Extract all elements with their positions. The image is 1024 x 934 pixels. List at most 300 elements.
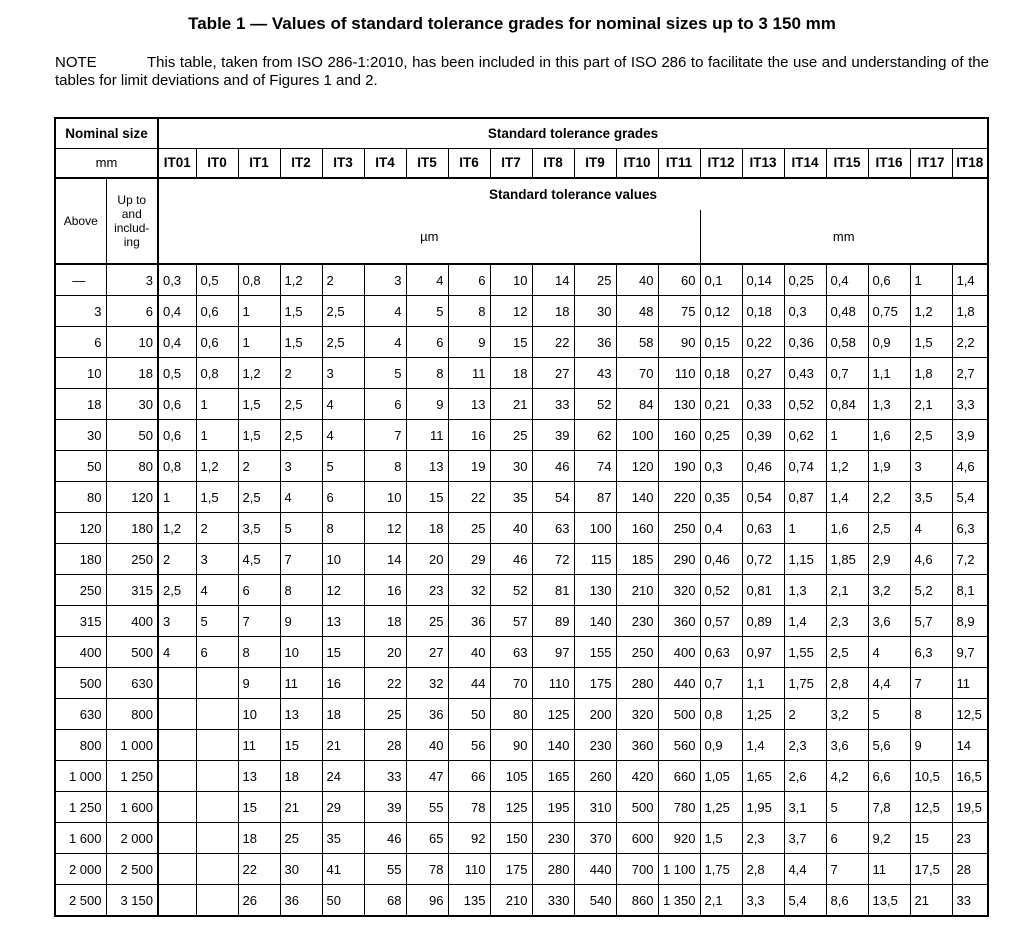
value-cell-it1: 11 bbox=[238, 730, 280, 761]
value-cell-it13: 0,89 bbox=[742, 606, 784, 637]
value-cell-it4: 4 bbox=[364, 327, 406, 358]
upto-cell: 1 250 bbox=[106, 761, 158, 792]
value-cell-it5: 55 bbox=[406, 792, 448, 823]
value-cell-it8: 14 bbox=[532, 264, 574, 296]
value-cell-it14: 2,3 bbox=[784, 730, 826, 761]
table-row bbox=[55, 699, 988, 730]
value-cell-it01: 0,6 bbox=[158, 420, 196, 451]
value-cell-it7: 125 bbox=[490, 792, 532, 823]
value-cell-it13: 0,33 bbox=[742, 389, 784, 420]
value-cell-it1: 9 bbox=[238, 668, 280, 699]
value-cell-it13: 0,81 bbox=[742, 575, 784, 606]
value-cell-it11: 560 bbox=[658, 730, 700, 761]
grade-header-it5: IT5 bbox=[406, 148, 448, 178]
value-cell-it16: 4,4 bbox=[868, 668, 910, 699]
value-cell-it4: 68 bbox=[364, 885, 406, 917]
value-cell-it10: 860 bbox=[616, 885, 658, 917]
value-cell-it8: 46 bbox=[532, 451, 574, 482]
grade-header-it16: IT16 bbox=[868, 148, 910, 178]
mm-unit-header: mm bbox=[700, 210, 988, 264]
value-cell-it2: 18 bbox=[280, 761, 322, 792]
value-cell-it6: 135 bbox=[448, 885, 490, 917]
value-cell-it12: 0,12 bbox=[700, 296, 742, 327]
value-cell-it12: 1,05 bbox=[700, 761, 742, 792]
value-cell-it10: 100 bbox=[616, 420, 658, 451]
value-cell-it9: 36 bbox=[574, 327, 616, 358]
value-cell-it13: 1,25 bbox=[742, 699, 784, 730]
value-cell-it2: 21 bbox=[280, 792, 322, 823]
above-cell: 2 000 bbox=[55, 854, 106, 885]
value-cell-it8: 72 bbox=[532, 544, 574, 575]
value-cell-it14: 0,43 bbox=[784, 358, 826, 389]
value-cell-it1: 26 bbox=[238, 885, 280, 917]
above-cell: 10 bbox=[55, 358, 106, 389]
value-cell-it17: 3 bbox=[910, 451, 952, 482]
value-cell-it10: 120 bbox=[616, 451, 658, 482]
value-cell-it18: 12,5 bbox=[952, 699, 988, 730]
grade-header-it0: IT0 bbox=[196, 148, 238, 178]
value-cell-it16: 4 bbox=[868, 637, 910, 668]
value-cell-it15: 0,48 bbox=[826, 296, 868, 327]
value-cell-it6: 44 bbox=[448, 668, 490, 699]
grade-header-it13: IT13 bbox=[742, 148, 784, 178]
value-cell-it9: 155 bbox=[574, 637, 616, 668]
value-cell-it3: 5 bbox=[322, 451, 364, 482]
value-cell-it13: 2,8 bbox=[742, 854, 784, 885]
value-cell-it4: 33 bbox=[364, 761, 406, 792]
above-cell: 120 bbox=[55, 513, 106, 544]
above-cell: 3 bbox=[55, 296, 106, 327]
value-cell-it11: 360 bbox=[658, 606, 700, 637]
value-cell-it15: 0,58 bbox=[826, 327, 868, 358]
value-cell-it12: 1,75 bbox=[700, 854, 742, 885]
value-cell-it01: 0,4 bbox=[158, 296, 196, 327]
value-cell-it16: 3,2 bbox=[868, 575, 910, 606]
value-cell-it13: 0,97 bbox=[742, 637, 784, 668]
value-cell-it17: 1,5 bbox=[910, 327, 952, 358]
value-cell-it17: 7 bbox=[910, 668, 952, 699]
value-cell-it5: 23 bbox=[406, 575, 448, 606]
value-cell-it12: 0,52 bbox=[700, 575, 742, 606]
value-cell-it11: 920 bbox=[658, 823, 700, 854]
value-cell-it11: 400 bbox=[658, 637, 700, 668]
grade-header-it15: IT15 bbox=[826, 148, 868, 178]
value-cell-it3: 8 bbox=[322, 513, 364, 544]
value-cell-it3: 16 bbox=[322, 668, 364, 699]
value-cell-it10: 420 bbox=[616, 761, 658, 792]
value-cell-it6: 50 bbox=[448, 699, 490, 730]
value-cell-it12: 0,21 bbox=[700, 389, 742, 420]
value-cell-it3: 50 bbox=[322, 885, 364, 917]
value-cell-it0: 1 bbox=[196, 389, 238, 420]
value-cell-it12: 1,25 bbox=[700, 792, 742, 823]
value-cell-it1: 3,5 bbox=[238, 513, 280, 544]
value-cell-it7: 52 bbox=[490, 575, 532, 606]
value-cell-it11: 780 bbox=[658, 792, 700, 823]
value-cell-it4: 28 bbox=[364, 730, 406, 761]
value-cell-it2: 11 bbox=[280, 668, 322, 699]
value-cell-it9: 440 bbox=[574, 854, 616, 885]
grade-header-it18: IT18 bbox=[952, 148, 988, 178]
value-cell-it7: 10 bbox=[490, 264, 532, 296]
table-row bbox=[55, 792, 988, 823]
value-cell-it14: 0,87 bbox=[784, 482, 826, 513]
value-cell-it14: 3,1 bbox=[784, 792, 826, 823]
value-cell-it0: 0,6 bbox=[196, 296, 238, 327]
value-cell-it4: 7 bbox=[364, 420, 406, 451]
value-cell-it8: 18 bbox=[532, 296, 574, 327]
value-cell-it15: 2,8 bbox=[826, 668, 868, 699]
value-cell-it2: 1,5 bbox=[280, 327, 322, 358]
value-cell-it11: 440 bbox=[658, 668, 700, 699]
above-cell: 1 250 bbox=[55, 792, 106, 823]
value-cell-it11: 75 bbox=[658, 296, 700, 327]
value-cell-it0 bbox=[196, 854, 238, 885]
value-cell-it5: 25 bbox=[406, 606, 448, 637]
value-cell-it5: 96 bbox=[406, 885, 448, 917]
value-cell-it0: 3 bbox=[196, 544, 238, 575]
value-cell-it1: 13 bbox=[238, 761, 280, 792]
value-cell-it2: 10 bbox=[280, 637, 322, 668]
up-to-header: Up to and includ- ing bbox=[106, 178, 158, 264]
value-cell-it14: 0,74 bbox=[784, 451, 826, 482]
value-cell-it6: 36 bbox=[448, 606, 490, 637]
value-cell-it12: 0,63 bbox=[700, 637, 742, 668]
value-cell-it0: 1,5 bbox=[196, 482, 238, 513]
value-cell-it17: 4 bbox=[910, 513, 952, 544]
value-cell-it8: 63 bbox=[532, 513, 574, 544]
upto-cell: 2 000 bbox=[106, 823, 158, 854]
value-cell-it01: 1 bbox=[158, 482, 196, 513]
value-cell-it15: 0,4 bbox=[826, 264, 868, 296]
grade-header-it9: IT9 bbox=[574, 148, 616, 178]
value-cell-it14: 5,4 bbox=[784, 885, 826, 917]
value-cell-it5: 8 bbox=[406, 358, 448, 389]
above-cell: 6 bbox=[55, 327, 106, 358]
value-cell-it7: 35 bbox=[490, 482, 532, 513]
upto-cell: 30 bbox=[106, 389, 158, 420]
value-cell-it1: 7 bbox=[238, 606, 280, 637]
value-cell-it5: 32 bbox=[406, 668, 448, 699]
value-cell-it01 bbox=[158, 761, 196, 792]
value-cell-it7: 90 bbox=[490, 730, 532, 761]
table-row bbox=[55, 637, 988, 668]
value-cell-it13: 1,95 bbox=[742, 792, 784, 823]
value-cell-it8: 33 bbox=[532, 389, 574, 420]
value-cell-it18: 2,7 bbox=[952, 358, 988, 389]
value-cell-it0 bbox=[196, 730, 238, 761]
value-cell-it18: 1,4 bbox=[952, 264, 988, 296]
value-cell-it14: 0,25 bbox=[784, 264, 826, 296]
header-row-grades bbox=[55, 118, 988, 148]
value-cell-it15: 2,5 bbox=[826, 637, 868, 668]
value-cell-it3: 12 bbox=[322, 575, 364, 606]
value-cell-it4: 10 bbox=[364, 482, 406, 513]
value-cell-it8: 230 bbox=[532, 823, 574, 854]
value-cell-it9: 87 bbox=[574, 482, 616, 513]
value-cell-it5: 40 bbox=[406, 730, 448, 761]
value-cell-it4: 22 bbox=[364, 668, 406, 699]
value-cell-it11: 1 350 bbox=[658, 885, 700, 917]
value-cell-it3: 24 bbox=[322, 761, 364, 792]
value-cell-it17: 3,5 bbox=[910, 482, 952, 513]
value-cell-it7: 210 bbox=[490, 885, 532, 917]
value-cell-it3: 41 bbox=[322, 854, 364, 885]
value-cell-it01 bbox=[158, 699, 196, 730]
value-cell-it6: 40 bbox=[448, 637, 490, 668]
value-cell-it8: 165 bbox=[532, 761, 574, 792]
value-cell-it14: 0,62 bbox=[784, 420, 826, 451]
value-cell-it8: 22 bbox=[532, 327, 574, 358]
nominal-size-header: Nominal size bbox=[55, 118, 158, 148]
value-cell-it5: 9 bbox=[406, 389, 448, 420]
value-cell-it8: 330 bbox=[532, 885, 574, 917]
value-cell-it4: 12 bbox=[364, 513, 406, 544]
value-cell-it5: 47 bbox=[406, 761, 448, 792]
value-cell-it10: 70 bbox=[616, 358, 658, 389]
value-cell-it17: 8 bbox=[910, 699, 952, 730]
value-cell-it17: 21 bbox=[910, 885, 952, 917]
value-cell-it18: 5,4 bbox=[952, 482, 988, 513]
value-cell-it2: 25 bbox=[280, 823, 322, 854]
grade-header-it3: IT3 bbox=[322, 148, 364, 178]
header-row-it bbox=[55, 148, 988, 178]
value-cell-it13: 0,54 bbox=[742, 482, 784, 513]
grade-header-it1: IT1 bbox=[238, 148, 280, 178]
value-cell-it18: 19,5 bbox=[952, 792, 988, 823]
value-cell-it2: 1,5 bbox=[280, 296, 322, 327]
above-cell: 500 bbox=[55, 668, 106, 699]
value-cell-it1: 6 bbox=[238, 575, 280, 606]
value-cell-it4: 6 bbox=[364, 389, 406, 420]
value-cell-it16: 13,5 bbox=[868, 885, 910, 917]
value-cell-it7: 30 bbox=[490, 451, 532, 482]
value-cell-it14: 2,6 bbox=[784, 761, 826, 792]
value-cell-it10: 280 bbox=[616, 668, 658, 699]
upto-cell: 500 bbox=[106, 637, 158, 668]
value-cell-it0 bbox=[196, 823, 238, 854]
table-row bbox=[55, 761, 988, 792]
value-cell-it15: 1 bbox=[826, 420, 868, 451]
value-cell-it18: 9,7 bbox=[952, 637, 988, 668]
table-row bbox=[55, 482, 988, 513]
value-cell-it17: 9 bbox=[910, 730, 952, 761]
value-cell-it11: 160 bbox=[658, 420, 700, 451]
value-cell-it01: 4 bbox=[158, 637, 196, 668]
value-cell-it5: 20 bbox=[406, 544, 448, 575]
value-cell-it7: 25 bbox=[490, 420, 532, 451]
upto-cell: 250 bbox=[106, 544, 158, 575]
value-cell-it13: 3,3 bbox=[742, 885, 784, 917]
upto-cell: 3 150 bbox=[106, 885, 158, 917]
value-cell-it13: 0,46 bbox=[742, 451, 784, 482]
value-cell-it18: 8,9 bbox=[952, 606, 988, 637]
value-cell-it6: 16 bbox=[448, 420, 490, 451]
value-cell-it12: 0,4 bbox=[700, 513, 742, 544]
value-cell-it17: 5,7 bbox=[910, 606, 952, 637]
value-cell-it01: 2,5 bbox=[158, 575, 196, 606]
table-row bbox=[55, 513, 988, 544]
value-cell-it2: 4 bbox=[280, 482, 322, 513]
value-cell-it3: 4 bbox=[322, 389, 364, 420]
value-cell-it2: 36 bbox=[280, 885, 322, 917]
grade-header-it11: IT11 bbox=[658, 148, 700, 178]
value-cell-it5: 27 bbox=[406, 637, 448, 668]
value-cell-it10: 700 bbox=[616, 854, 658, 885]
value-cell-it18: 16,5 bbox=[952, 761, 988, 792]
value-cell-it1: 2 bbox=[238, 451, 280, 482]
value-cell-it4: 39 bbox=[364, 792, 406, 823]
value-cell-it9: 25 bbox=[574, 264, 616, 296]
value-cell-it18: 4,6 bbox=[952, 451, 988, 482]
value-cell-it1: 1 bbox=[238, 296, 280, 327]
value-cell-it6: 11 bbox=[448, 358, 490, 389]
value-cell-it11: 250 bbox=[658, 513, 700, 544]
value-cell-it14: 0,36 bbox=[784, 327, 826, 358]
value-cell-it18: 1,8 bbox=[952, 296, 988, 327]
value-cell-it16: 0,6 bbox=[868, 264, 910, 296]
value-cell-it10: 185 bbox=[616, 544, 658, 575]
value-cell-it13: 1,1 bbox=[742, 668, 784, 699]
value-cell-it0: 1 bbox=[196, 420, 238, 451]
value-cell-it14: 1,4 bbox=[784, 606, 826, 637]
value-cell-it16: 1,6 bbox=[868, 420, 910, 451]
value-cell-it16: 1,9 bbox=[868, 451, 910, 482]
value-cell-it15: 8,6 bbox=[826, 885, 868, 917]
table-row bbox=[55, 296, 988, 327]
value-cell-it3: 2 bbox=[322, 264, 364, 296]
value-cell-it10: 500 bbox=[616, 792, 658, 823]
above-cell: 80 bbox=[55, 482, 106, 513]
value-cell-it13: 1,4 bbox=[742, 730, 784, 761]
value-cell-it2: 3 bbox=[280, 451, 322, 482]
table-row bbox=[55, 389, 988, 420]
value-cell-it9: 175 bbox=[574, 668, 616, 699]
value-cell-it16: 2,9 bbox=[868, 544, 910, 575]
value-cell-it9: 230 bbox=[574, 730, 616, 761]
value-cell-it0 bbox=[196, 792, 238, 823]
value-cell-it17: 2,5 bbox=[910, 420, 952, 451]
value-cell-it10: 160 bbox=[616, 513, 658, 544]
table-row bbox=[55, 420, 988, 451]
value-cell-it17: 2,1 bbox=[910, 389, 952, 420]
table-row bbox=[55, 668, 988, 699]
value-cell-it9: 115 bbox=[574, 544, 616, 575]
value-cell-it16: 5 bbox=[868, 699, 910, 730]
value-cell-it14: 1,15 bbox=[784, 544, 826, 575]
value-cell-it16: 1,1 bbox=[868, 358, 910, 389]
value-cell-it0: 4 bbox=[196, 575, 238, 606]
value-cell-it8: 140 bbox=[532, 730, 574, 761]
value-cell-it17: 17,5 bbox=[910, 854, 952, 885]
value-cell-it0 bbox=[196, 885, 238, 917]
above-cell: 315 bbox=[55, 606, 106, 637]
upto-cell: 80 bbox=[106, 451, 158, 482]
value-cell-it0: 1,2 bbox=[196, 451, 238, 482]
value-cell-it4: 20 bbox=[364, 637, 406, 668]
value-cell-it0: 0,8 bbox=[196, 358, 238, 389]
value-cell-it5: 36 bbox=[406, 699, 448, 730]
um-unit-header: µm bbox=[158, 210, 700, 264]
value-cell-it2: 30 bbox=[280, 854, 322, 885]
value-cell-it16: 6,6 bbox=[868, 761, 910, 792]
value-cell-it9: 62 bbox=[574, 420, 616, 451]
value-cell-it7: 150 bbox=[490, 823, 532, 854]
value-cell-it13: 0,18 bbox=[742, 296, 784, 327]
value-cell-it4: 18 bbox=[364, 606, 406, 637]
value-cell-it9: 200 bbox=[574, 699, 616, 730]
value-cell-it18: 8,1 bbox=[952, 575, 988, 606]
value-cell-it15: 0,7 bbox=[826, 358, 868, 389]
value-cell-it3: 21 bbox=[322, 730, 364, 761]
value-cell-it11: 1 100 bbox=[658, 854, 700, 885]
value-cell-it01: 2 bbox=[158, 544, 196, 575]
value-cell-it16: 2,5 bbox=[868, 513, 910, 544]
value-cell-it16: 1,3 bbox=[868, 389, 910, 420]
value-cell-it18: 11 bbox=[952, 668, 988, 699]
value-cell-it18: 2,2 bbox=[952, 327, 988, 358]
value-cell-it2: 1,2 bbox=[280, 264, 322, 296]
value-cell-it3: 2,5 bbox=[322, 296, 364, 327]
value-cell-it4: 25 bbox=[364, 699, 406, 730]
value-cell-it01 bbox=[158, 792, 196, 823]
value-cell-it4: 14 bbox=[364, 544, 406, 575]
upto-cell: 2 500 bbox=[106, 854, 158, 885]
table-title: Table 1 — Values of standard tolerance grades for nominal sizes up to 3 150 mm bbox=[188, 14, 836, 33]
value-cell-it16: 5,6 bbox=[868, 730, 910, 761]
value-cell-it1: 15 bbox=[238, 792, 280, 823]
value-cell-it3: 35 bbox=[322, 823, 364, 854]
value-cell-it15: 5 bbox=[826, 792, 868, 823]
value-cell-it2: 2 bbox=[280, 358, 322, 389]
value-cell-it14: 1,55 bbox=[784, 637, 826, 668]
value-cell-it5: 6 bbox=[406, 327, 448, 358]
value-cell-it14: 3,7 bbox=[784, 823, 826, 854]
value-cell-it16: 11 bbox=[868, 854, 910, 885]
value-cell-it15: 0,84 bbox=[826, 389, 868, 420]
table-row bbox=[55, 264, 988, 296]
value-cell-it7: 15 bbox=[490, 327, 532, 358]
value-cell-it4: 5 bbox=[364, 358, 406, 389]
value-cell-it9: 30 bbox=[574, 296, 616, 327]
value-cell-it13: 0,14 bbox=[742, 264, 784, 296]
value-cell-it3: 6 bbox=[322, 482, 364, 513]
value-cell-it5: 13 bbox=[406, 451, 448, 482]
value-cell-it01 bbox=[158, 668, 196, 699]
value-cell-it5: 11 bbox=[406, 420, 448, 451]
value-cell-it9: 540 bbox=[574, 885, 616, 917]
grade-header-it12: IT12 bbox=[700, 148, 742, 178]
value-cell-it6: 25 bbox=[448, 513, 490, 544]
value-cell-it4: 46 bbox=[364, 823, 406, 854]
value-cell-it18: 3,3 bbox=[952, 389, 988, 420]
mm-header: mm bbox=[55, 148, 158, 178]
value-cell-it8: 97 bbox=[532, 637, 574, 668]
value-cell-it7: 80 bbox=[490, 699, 532, 730]
value-cell-it3: 29 bbox=[322, 792, 364, 823]
upto-cell: 180 bbox=[106, 513, 158, 544]
value-cell-it17: 10,5 bbox=[910, 761, 952, 792]
value-cell-it01: 0,8 bbox=[158, 451, 196, 482]
value-cell-it0 bbox=[196, 668, 238, 699]
table-row bbox=[55, 451, 988, 482]
value-cell-it11: 320 bbox=[658, 575, 700, 606]
upto-cell: 400 bbox=[106, 606, 158, 637]
value-cell-it9: 310 bbox=[574, 792, 616, 823]
value-cell-it7: 63 bbox=[490, 637, 532, 668]
header-row-units bbox=[55, 210, 988, 264]
value-cell-it6: 19 bbox=[448, 451, 490, 482]
